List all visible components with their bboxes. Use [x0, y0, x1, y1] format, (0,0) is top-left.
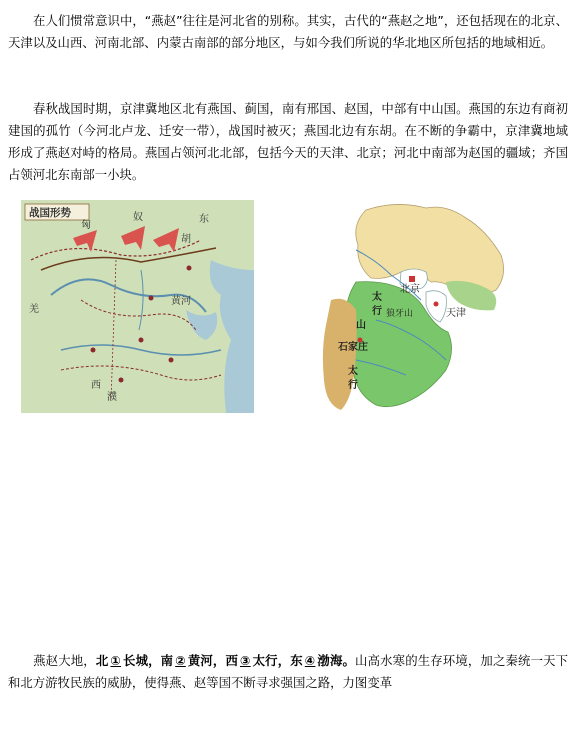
history-paragraph [8, 98, 568, 186]
intro-paragraph [8, 10, 568, 54]
map-label: 狼牙山 [386, 309, 414, 319]
answer-1: 长城 [123, 653, 149, 668]
map-label: 濮 [107, 392, 117, 403]
map-label: 羌 [29, 304, 39, 315]
map-label: 行 [372, 306, 382, 317]
blank-1: ① [110, 653, 122, 668]
intro-text: 在人们惯常意识中，“燕赵”往往是河北省的别称。其实，古代的“燕赵之地”，还包括现在的北京、天津以及山西、河南北部、内蒙古南部的部分地区，与如今我们所说的华北地区所包括的地域相近。 [8, 13, 568, 50]
rest-text: 山高水寒的生存环境，加之秦统一天下和北方游牧民族的威胁，使得燕、赵等国不断寻求强国之路，力图变革 [8, 653, 569, 690]
map-label: 北京 [400, 284, 420, 295]
answer-3: 太行 [252, 653, 278, 668]
history-text: 春秋战国时期，京津冀地区北有燕国、蓟国，南有邢国、赵国，中部有中山国。燕国的东边有商初建国的孤竹（今河北卢龙、迁安一带），战国时被灭；燕国北边有东胡。在不断的争霸中，京津冀地域形成了燕赵对峙的格局。燕国占领河北北部，包括今天的天津、北京；河北中南部为赵国的疆域；齐国占领河北东南部一小块。 [8, 101, 568, 182]
map-label: 石家庄 [338, 342, 368, 353]
map-label: 匈 [81, 220, 91, 231]
map-label: 胡 [181, 234, 191, 245]
map-label: 太 [372, 292, 382, 303]
jingjinji-map [296, 200, 522, 413]
direction-south: ，南 [148, 653, 174, 668]
map-label: 东 [199, 214, 209, 225]
answer-4: 渤海。 [317, 653, 356, 668]
beijing-marker-icon [409, 276, 415, 282]
direction-east: ，东 [277, 653, 303, 668]
direction-north: 北 [95, 653, 109, 668]
blank-4: ④ [304, 653, 316, 668]
answer-2: 黄河 [187, 653, 213, 668]
map-label: 黄河 [171, 296, 191, 307]
direction-west: ，西 [212, 653, 238, 668]
warring-states-map [21, 200, 254, 413]
map-label: 太 [348, 366, 358, 377]
map-label: 行 [348, 380, 358, 391]
map-title: 战国形势 [29, 207, 71, 219]
blank-3: ③ [239, 653, 251, 668]
map-label: 天津 [446, 308, 466, 319]
map-label: 山 [356, 320, 366, 331]
lead-text: 燕赵大地， [33, 653, 96, 668]
blank-2: ② [175, 653, 186, 668]
fill-blank-paragraph [8, 650, 568, 694]
map-label: 奴 [133, 212, 143, 223]
map-label: 西 [91, 380, 101, 391]
